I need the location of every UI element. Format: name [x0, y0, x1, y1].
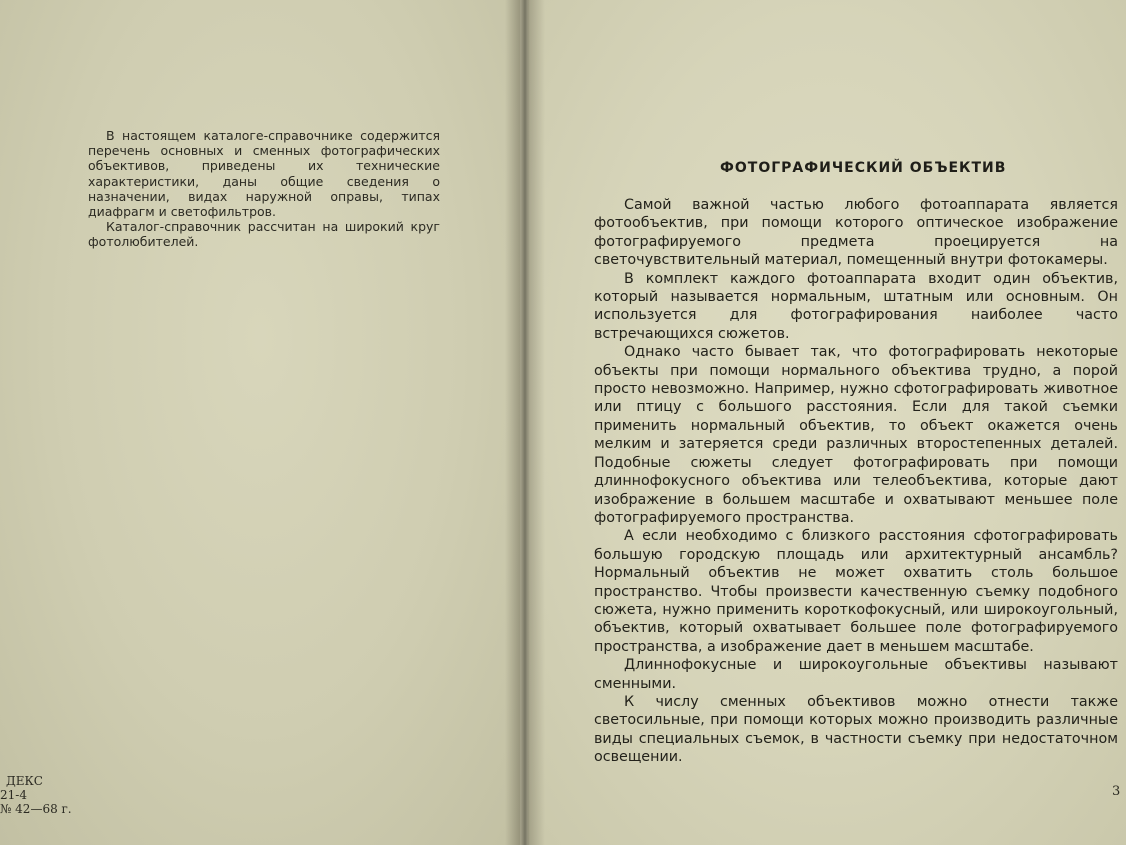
body-text [594, 196, 1118, 767]
body-paragraph: В комплект каждого фотоаппарата входит один объектив, который называется нормальным, штатным или основным. Он используется для фотографирования наиболее часто встречающихся сюжетов. [594, 270, 1118, 342]
body-paragraph: Длиннофокусные и широкоугольные объективы называют сменными. [594, 657, 1118, 692]
imprint-line: ДЕКС [6, 774, 43, 788]
imprint [0, 774, 72, 816]
intro-paragraph: Каталог-справочник рассчитан на широкий круг фотолюбителей. [88, 219, 440, 250]
body-paragraph: А если необходимо с близкого расстояния сфотографировать большую городскую площадь или архитектурный ансамбль? Нормальный объектив не может охватить столь большое пространство. Чтобы произвести качественную съемку подобного сюжета, нужно применить короткофокусный, или широкоугольный, объектив, который охватывает большее поле фотографируемого пространства, а изображение дает в меньшем масштабе. [594, 528, 1118, 655]
body-paragraph: К числу сменных объективов можно отнести также светосильные, при помощи которых можно производить различные виды специальных съемок, в частности съемку при недостаточном освещении. [594, 693, 1118, 766]
left-page [0, 0, 520, 845]
body-paragraph: Однако часто бывает так, что фотографировать некоторые объекты при помощи нормального объектива трудно, а порой просто невозможно. Например, нужно сфотографировать животное или птицу с большого расстояния. Если для такой съемки применить нормальный объектив, то объект окажется очень мелким и затеряется среди различных второстепенных деталей. Подобные сюжеты следует фотографировать при помощи длиннофокусного объектива или телеобъектива, которые дают изображение в большем масштабе и охватывают меньшее поле фотографируемого пространства. [594, 344, 1118, 526]
imprint-line: № 42—68 г. [0, 802, 72, 816]
imprint-line: 21-4 [0, 788, 27, 802]
book-gutter [505, 0, 545, 845]
chapter-heading: ФОТОГРАФИЧЕСКИЙ ОБЪЕКТИВ [720, 160, 1007, 176]
intro-text [88, 128, 440, 250]
intro-paragraph: В настоящем каталоге-справочнике содержится перечень основных и сменных фотографических объективов, приведены их технические характеристики, даны общие сведения о назначении, видах наружной оправы, типах диафрагм и светофильтров. [88, 128, 440, 220]
body-paragraph: Самой важной частью любого фотоаппарата является фотообъектив, при помощи которого оптическое изображение фотографируемого предмета проецируется на светочувствительный материал, помещенный внутри фотокамеры. [594, 197, 1118, 269]
page-number: 3 [1112, 784, 1121, 799]
